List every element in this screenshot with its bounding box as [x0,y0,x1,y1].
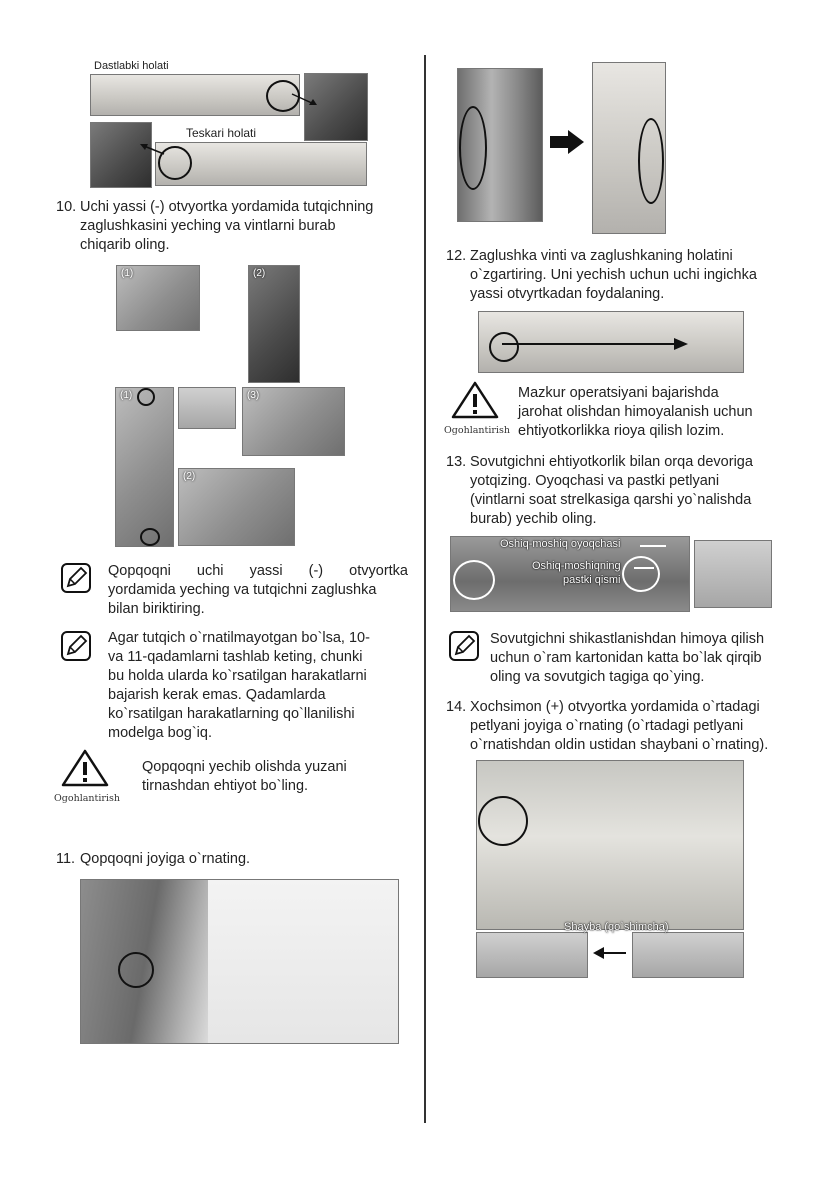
step-number: 12. [446,248,467,264]
warning-1 [142,758,402,796]
note-text-line: uchun o`ram kartonidan katta bo`lak qirqib [490,650,762,666]
arrow-icon [136,140,166,160]
label-washer: Shayba (qo`shimcha) [564,921,669,933]
note-text-line: bu holda ularda ko`rsatilgan harakatlarni [108,668,367,684]
figure-step10-1 [116,265,200,331]
column-divider [424,55,426,1123]
label-lower-hinge-line1: Oshiq-moshiqning [532,560,621,572]
note-text-line: Qopqoqni uchi yassi (-) otvyortka [108,563,408,579]
note-text-line: oling va sovutgich tagiga qo`ying. [490,669,705,685]
pointer-line [640,545,666,547]
warning-icon [450,380,500,420]
warning-label: Ogohlantirish [54,793,120,804]
figure-step10-screwdriver [178,387,236,429]
step-number: 10. [56,199,77,215]
figure-washer-left [476,932,588,978]
note-3 [490,630,810,687]
figure-step13-detail [694,540,772,608]
highlight-circle [622,556,660,592]
highlight-circle [118,952,154,988]
note-text-line: Sovutgichni shikastlanishdan himoya qilish [490,631,765,647]
highlight-circle [137,388,155,406]
step-text-line: Sovutgichni ehtiyotkorlik bilan orqa devoriga [470,454,753,470]
arrow-right-icon [550,130,584,154]
figure-label: (1) [120,390,133,401]
arrow-icon [500,336,690,352]
figure-label: (3) [247,390,260,401]
step-text-line: petlyani joyiga o`rnating (o`rtadagi petlyani [470,718,744,734]
figure-step10-3 [242,387,345,456]
warning-text-line: ehtiyotkorlikka rioya qilish lozim. [518,423,725,439]
step-text-line: Qopqoqni joyiga o`rnating. [80,851,251,867]
note-text-line: bajarish kerak emas. Qadamlarda [108,687,326,703]
step-13 [446,453,816,529]
highlight-circle [453,560,495,600]
note-2 [108,629,408,743]
step-number: 11. [56,851,76,867]
step-text-line: Uchi yassi (-) otvyortka yordamida tutqichning [80,199,374,215]
note-icon [60,562,92,594]
note-text-line: bilan biriktiring. [108,601,205,617]
step-text-line: burab) yechib oling. [470,511,597,527]
step-text-line: yotqizing. Oyoqchasi va pastki petlyani [470,473,720,489]
step-text-line: (vintlarni soat strelkasiga qarshi yo`nalishda [470,492,752,508]
note-text-line: yordamida yeching va tutqichni zaglushka [108,582,377,598]
step-text-line: yassi otvyrtkadan foydalaning. [470,286,665,302]
arrow-left-icon [592,946,628,960]
pointer-line [634,567,654,569]
warning-label: Ogohlantirish [444,425,510,436]
figure-step14 [476,760,744,930]
figure-label: (2) [183,471,196,482]
highlight-circle [478,796,528,846]
highlight-circle [140,528,160,546]
step-text-line: zaglushkasini yeching va vintlarni burab [80,218,336,234]
note-icon [60,630,92,662]
figure-label: (2) [253,268,266,279]
figure-step11-side [208,879,399,1044]
warning-2 [518,384,808,441]
step-number: 13. [446,454,467,470]
figure-label: (1) [121,268,134,279]
caption-reversed-position: Teskari holati [186,126,257,140]
label-lower-hinge-line2: pastki qismi [563,574,621,586]
step-text-line: o`rnatishdan oldin ustidan shaybani o`rnating). [470,737,769,753]
label-hinge-leg: Oshiq-moshiq oyoqchasi [500,538,621,550]
step-text-line: chiqarib oling. [80,237,170,253]
caption-initial-position: Dastlabki holati [94,60,169,72]
note-text-line: va 11-qadamlarni tashlab keting, chunki [108,649,363,665]
figure-step10-2 [248,265,300,383]
figure-washer-right [632,932,744,978]
note-text-line: Agar tutqich o`rnatilmayotgan bo`lsa, 10- [108,630,370,646]
step-11 [56,850,416,869]
arrow-icon [290,90,320,110]
warning-icon [60,748,110,788]
warning-text-line: jarohat olishdan himoyalanish uchun [518,404,753,420]
warning-text-line: Mazkur operatsiyani bajarishda [518,385,719,401]
step-14 [446,698,816,755]
step-10 [56,198,416,255]
highlight-oval [459,106,487,190]
warning-text-line: tirnashdan ehtiyot bo`ling. [142,778,309,794]
note-text-line: modelga bog`iq. [108,725,212,741]
step-text-line: o`zgartiring. Uni yechish uchun uchi ingichka [470,267,757,283]
step-text-line: Xochsimon (+) otvyortka yordamida o`rtadagi [470,699,760,715]
step-text-line: Zaglushka vinti va zaglushkaning holatini [470,248,733,264]
step-number: 14. [446,699,467,715]
step-12 [446,247,806,304]
warning-text-line: Qopqoqni yechib olishda yuzani [142,759,347,775]
figure-step10-4 [178,468,295,546]
note-icon [448,630,480,662]
figure-step10-door [115,387,174,547]
note-text-line: ko`rsatilgan harakatlarning qo`llanilishi [108,706,355,722]
highlight-oval [638,118,664,204]
note-1 [108,562,408,619]
